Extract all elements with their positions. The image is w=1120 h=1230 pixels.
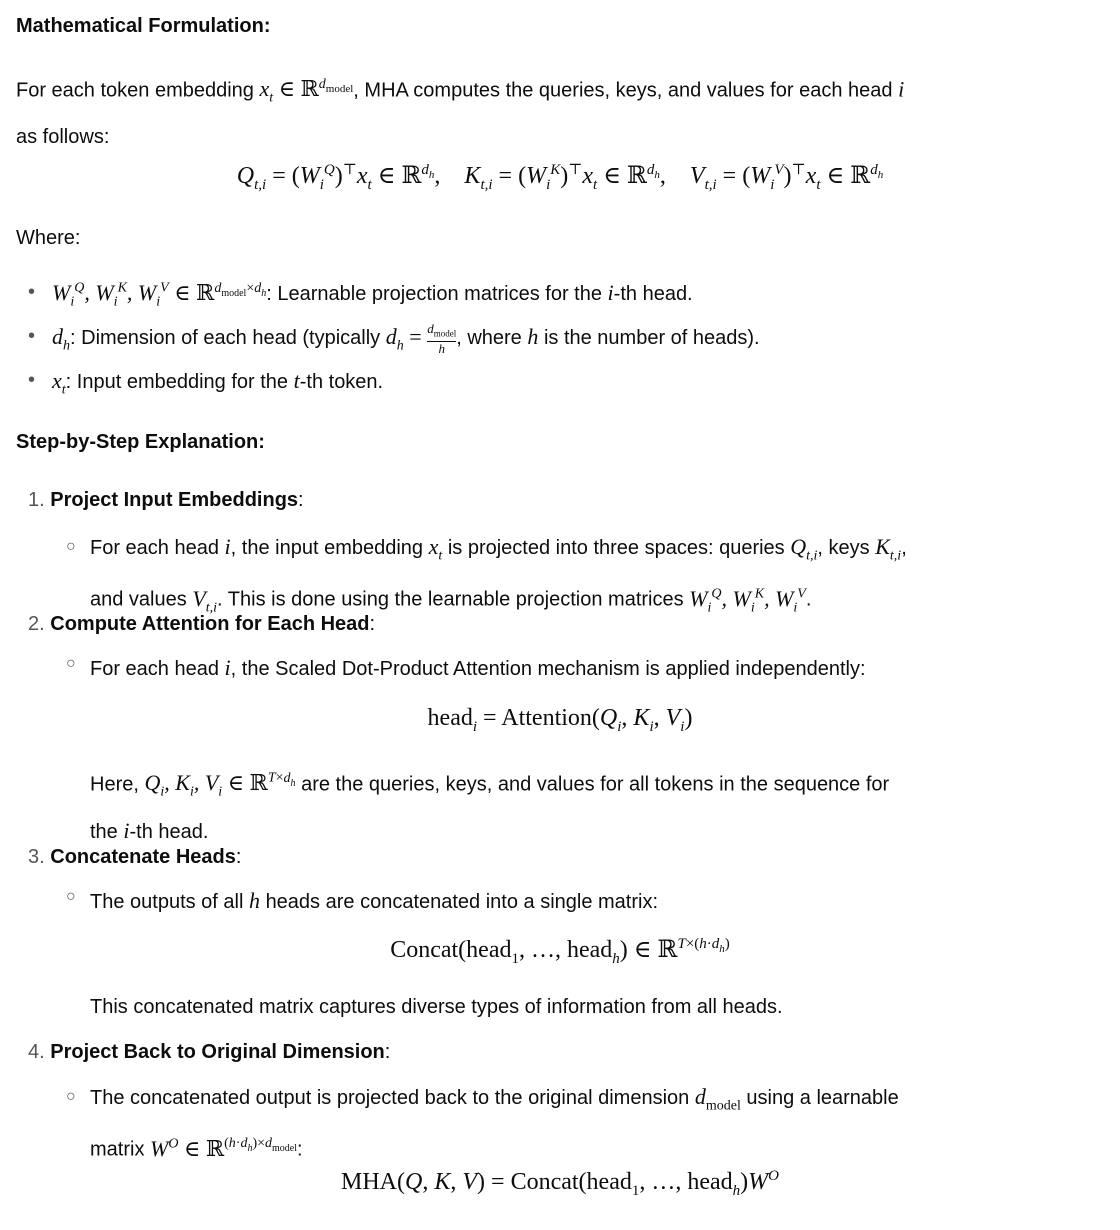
math-i: i: [123, 817, 130, 843]
bullet-dot: •: [28, 369, 36, 391]
math-in: ∈ ℝ$^{d_{model}}$: [278, 76, 354, 102]
step-4-text-1: The concatenated output is projected back to the original dimension: [90, 1087, 690, 1109]
math-x-t: $x_t$: [52, 368, 66, 398]
circle-bullet: ○: [66, 655, 76, 672]
circle-bullet: ○: [66, 888, 76, 905]
step-2-bullet: [66, 653, 1080, 684]
math-i: i: [224, 655, 231, 680]
math-real-wo: ∈ ℝ$^{(h\cdot d_h)\times d_{model}}$: [184, 1135, 298, 1161]
step-4-bullet: ○ The concatenated output is projected back to the original dimension $d_{model}$ using a learnable matrix $W^O$ ∈ ℝ$^{(h\cdot d_h)\times d_{model}}$:: [66, 1078, 1080, 1169]
bullet2-text-a: Dimension of each head (typically: [81, 327, 381, 349]
qkv-equation: [0, 160, 1120, 196]
step-3-after: This concatenated matrix captures diverse types of information from all heads.: [90, 996, 783, 1018]
math-d-h: $d_h$: [52, 324, 70, 354]
math-qkv-i: $Q_i$, $K_i$, $V_i$: [144, 770, 223, 800]
step-2-after: [90, 760, 1080, 851]
math-t: t: [293, 368, 300, 393]
mha-equation: MHA(Q, K, V) = Concat(head$_1$, …, $head_h)W^O$: [340, 1168, 779, 1199]
bullet-dot: •: [28, 281, 36, 303]
attention-equation: head$_i$ = $Attention(Q_i$, $K_i$, $V_i$): [427, 705, 693, 735]
step-1-title: 1. Project Input Embeddings:: [28, 489, 304, 511]
heading-mathematical-formulation: Mathematical Formulation:: [16, 15, 271, 37]
step-4-number: 4.: [28, 1041, 45, 1063]
eq-q: $Q_{t,i} = (W_i^Q)^⊤x_t$ ∈ ℝ$^{d_h}$,: [236, 162, 441, 193]
step-2-text-1: For each head: [90, 658, 219, 680]
step-2-title-text: Compute Attention for Each Head: [50, 613, 370, 635]
step-1-text-5: ,: [901, 537, 907, 559]
step-2-number: 2.: [28, 613, 45, 635]
math-v-ti: $V_{t,i}$: [192, 585, 218, 616]
step-4-title: 4. Project Back to Original Dimension:: [28, 1041, 391, 1063]
intro-text-2: , MHA computes the queries, keys, and values for each head: [353, 79, 893, 102]
step-3-title: 3. Concatenate Heads:: [28, 846, 242, 868]
math-d-h: $d_h$: [385, 324, 404, 354]
step-1-text-4: , keys: [817, 537, 870, 559]
bullet2-text-b: , where: [456, 327, 522, 349]
eq-mha-word: MHA: [340, 1169, 397, 1195]
math-x-t: $x_t$: [428, 534, 443, 564]
bullet-item-w: • $W_i^Q$, $W_i^K$, $W_i^V$ ∈ ℝ$^{d_{model}\times d_h}$: Learnable projection matrices for the i-th head.: [28, 280, 693, 310]
step-4-title-text: Project Back to Original Dimension: [50, 1041, 385, 1063]
eq-k: $K_{t,i} = (W_i^K)^⊤x_t$ ∈ ℝ$^{d_h}$,: [464, 162, 666, 193]
eq-concat-word: Concat: [390, 937, 459, 963]
step-1-text-3: is projected into three spaces: queries: [447, 537, 785, 559]
step-2-after-1: Here,: [90, 773, 139, 796]
math-real-t-dh: ∈ ℝ$^{T\times d_h}$: [227, 770, 296, 796]
math-d-model: $d_{model}$: [694, 1084, 741, 1114]
bullet-item-dh: • $d_h$: Dimension of each head (typically $d_h$ = $d_{model}$ h , where h is the number of heads).: [28, 321, 760, 356]
circle-bullet: ○: [66, 538, 76, 555]
bullet3-text-a: Input embedding for the: [76, 371, 289, 393]
math-q-ti: $Q_{t,i}$: [790, 534, 818, 564]
math-fraction: = $d_{model}$ h: [409, 321, 457, 356]
step-4-text-2: using a learnable: [746, 1087, 899, 1109]
math-w-matrices: $W_i^Q$, $W_i^K$, $W_i^V$: [689, 585, 806, 616]
step-2-after-2: are the queries, keys, and values for all tokens in the sequence for: [301, 773, 890, 796]
math-i: i: [607, 280, 614, 305]
eq-v: $V_{t,i} = (W_i^V)^⊤x_t$ ∈ ℝ$^{d_h}$: [689, 162, 884, 193]
step-1-text-7: . This is done using the learnable projection matrices: [217, 588, 684, 611]
step-1-title-text: Project Input Embeddings: [50, 489, 299, 511]
step-1-number: 1.: [28, 489, 45, 511]
intro-text-3: as follows:: [16, 125, 110, 148]
math-real-space: ∈ ℝ$^{d_{model}\times d_h}$: [174, 280, 267, 305]
bullet-dot: •: [28, 325, 36, 347]
bullet-item-xt: • $x_t$: Input embedding for the t-th token.: [28, 368, 384, 398]
circle-bullet: ○: [66, 1088, 76, 1105]
intro-paragraph: [16, 66, 1080, 156]
step-3-bullet: [66, 886, 1080, 917]
math-i: i: [224, 534, 231, 559]
where-label: Where:: [16, 227, 81, 249]
step-2-after-3: the: [90, 820, 118, 843]
math-i: i: [898, 76, 905, 102]
math-x-t: $x_t$: [259, 76, 274, 106]
heading-step-by-step: Step-by-Step Explanation:: [16, 431, 265, 453]
step-1-text-6: and values: [90, 588, 187, 611]
eq-concat-word: Concat: [510, 1169, 579, 1195]
step-2-text-2: , the Scaled Dot-Product Attention mechanism is applied independently:: [230, 658, 866, 680]
step-1-bullet: ○ For each head i, the input embedding $x_t$ is projected into three spaces: queries $Q_{t,i}$, keys $K_{t,i}$, and values $V_{t,i}$. This is done using the learnable projection matrices $W_i^Q$, $W_i^K$, $W_i^V$.: [66, 528, 1080, 627]
math-w-matrices: $W_i^Q$, $W_i^K$, $W_i^V$: [52, 280, 169, 310]
step-2-after-4: -th head.: [129, 820, 209, 843]
step-3-text-1: The outputs of all: [90, 891, 244, 913]
intro-text-1: For each token embedding: [16, 79, 254, 102]
math-w-o: $W^O$: [150, 1135, 179, 1161]
step-3-title-text: Concatenate Heads: [50, 846, 236, 868]
math-h: h: [249, 888, 260, 913]
step-2-title: 2. Compute Attention for Each Head:: [28, 613, 376, 635]
concat-equation: Concat(head$_1$, …, head$_h$) ∈ ℝ$^{T\times(h\cdot d_h)}$: [390, 936, 730, 967]
bullet1-text: Learnable projection matrices for the: [277, 283, 602, 305]
bullet2-text-c: is the number of heads).: [543, 327, 760, 349]
math-k-ti: $K_{t,i}$: [875, 534, 902, 564]
step-3-number: 3.: [28, 846, 45, 868]
bullet3-text-b: -th token.: [299, 371, 384, 393]
math-h: h: [527, 324, 539, 349]
step-1-text-1: For each head: [90, 537, 219, 559]
step-1-text-2: , the input embedding: [230, 537, 424, 559]
eq-attention-word: Attention: [501, 705, 592, 731]
bullet1-text-b: -th head.: [613, 283, 693, 305]
step-3-text-2: heads are concatenated into a single matrix:: [265, 891, 659, 913]
step-4-text-3: matrix: [90, 1138, 145, 1161]
